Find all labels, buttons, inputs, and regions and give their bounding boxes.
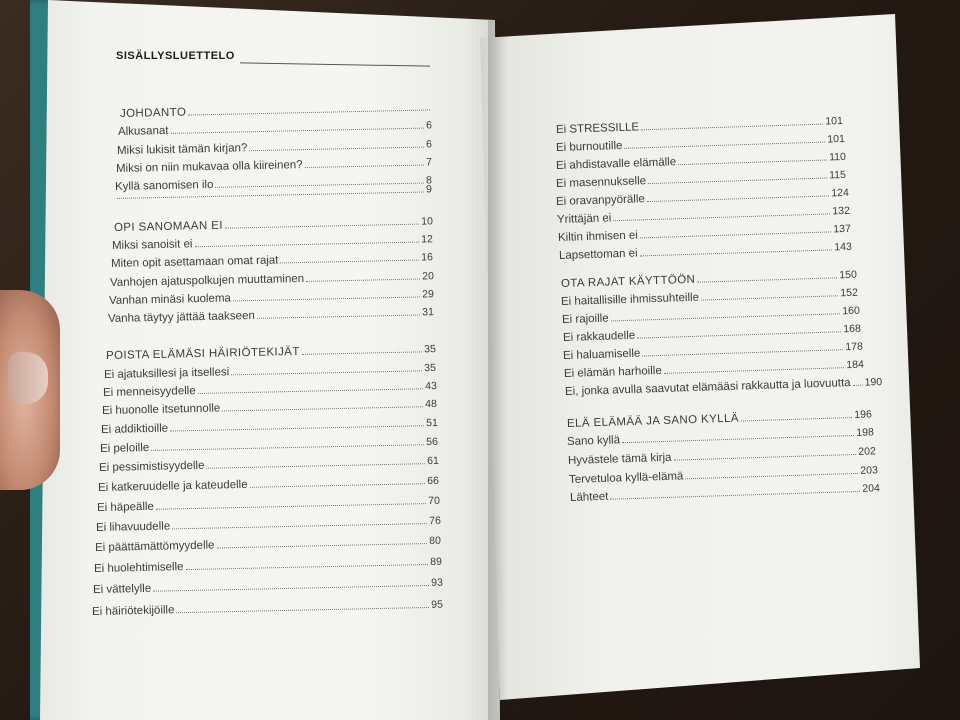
toc-entry-title: Ei huonolle itsetunnolle	[101, 402, 221, 417]
dot-leader	[697, 277, 837, 282]
toc-entry-title: Ei huolehtimiselle	[93, 561, 184, 575]
toc-entry-title: Miksi on niin mukavaa olla kiireinen?	[115, 159, 303, 175]
toc-page-number: 35	[424, 343, 437, 356]
toc-page-number: 137	[833, 222, 852, 236]
toc-entry-title: Kiltin ihmisen ei	[557, 229, 639, 244]
toc-page-number: 16	[421, 251, 434, 264]
toc-entry-title: Ei rakkaudelle	[562, 329, 636, 344]
dot-leader	[306, 279, 420, 282]
toc-page-number: 184	[846, 358, 865, 372]
toc-entry-title: Ei vättelylle	[92, 582, 152, 596]
toc-entry-title: Ei addiktioille	[100, 422, 169, 436]
dot-leader	[701, 295, 838, 300]
toc-entry-title: Ei pessimistisyydelle	[98, 459, 205, 474]
toc-page-number: 80	[429, 534, 442, 547]
dot-leader	[222, 406, 423, 411]
toc-page-number: 10	[421, 215, 434, 228]
dot-leader	[250, 483, 426, 488]
toc-page-number: 93	[431, 576, 444, 589]
toc-entry-title: Ei lihavuudelle	[95, 520, 171, 534]
toc-page-number: 168	[843, 322, 862, 336]
toc-page-number: 12	[421, 233, 434, 246]
toc-entry-title: Ei elämän harhoille	[563, 364, 662, 380]
toc-page-number: 20	[422, 270, 435, 283]
toc-entry-title: Ei burnoutille	[555, 139, 623, 154]
toc-page-number: 29	[422, 288, 435, 301]
toc-entry-title: Ei haluamiselle	[562, 347, 641, 362]
toc-entry-title: Ei peloille	[99, 441, 150, 455]
toc-entry-title: Miten opit asettamaan omat rajat	[110, 254, 279, 270]
toc-entry-title: Ei STRESSILLE	[555, 121, 640, 136]
toc-entry-title: Miksi sanoisit ei	[111, 238, 193, 252]
toc-page-number: 56	[426, 435, 439, 449]
toc-page-number: 95	[431, 598, 444, 611]
toc-entry-title: Sano kyllä	[566, 434, 621, 448]
toc-page-number: 76	[429, 514, 442, 528]
toc-page-number: 9	[425, 183, 433, 196]
toc-page-number: 48	[425, 397, 438, 411]
toc-entry-title: Tervetuloa kyllä-elämä	[568, 470, 684, 486]
toc-entry-title: Ei ahdistavalle elämälle	[555, 156, 677, 172]
toc-entry-title: Ei häpeälle	[96, 500, 155, 514]
toc-entry-title: Lähteet	[569, 490, 609, 504]
dot-leader	[853, 385, 863, 386]
dot-leader	[280, 260, 419, 264]
dot-leader	[249, 147, 424, 152]
toc-page-number: 101	[827, 132, 846, 146]
toc-page-number: 178	[845, 340, 864, 354]
dot-leader	[231, 370, 422, 375]
toc-page-number: 150	[839, 268, 858, 282]
toc-entry-title: Ei menneisyydelle	[102, 385, 196, 399]
toc-page-number: 61	[427, 454, 440, 468]
toc-page-number: 35	[424, 362, 437, 375]
toc-page-number: 143	[834, 240, 853, 254]
toc-entry-title: Hyvästele tämä kirja	[567, 451, 672, 467]
toc-entry-title: Ei katkeruudelle ja kateudelle	[97, 478, 248, 494]
toc-entry-title: Ei päättämättömyydelle	[94, 539, 215, 554]
toc-entry-title: Miksi lukisit tämän kirjan?	[116, 142, 248, 157]
toc-page-number: 43	[425, 380, 438, 393]
dot-leader	[302, 351, 423, 355]
thumbnail-nail	[8, 352, 48, 404]
book-gutter-shadow	[488, 20, 508, 720]
toc-page-number: 204	[862, 482, 881, 495]
toc-entry-title: Alkusanat	[117, 124, 169, 138]
toc-page-number: 160	[842, 304, 861, 318]
toc-page-number: 203	[860, 464, 879, 477]
toc-page-number: 66	[427, 474, 440, 488]
toc-entry-title: Yrittäjän ei	[556, 212, 612, 226]
toc-page-number: 6	[425, 138, 433, 151]
dot-leader	[217, 543, 428, 548]
toc-entry-title: Vanhan minäsi kuolema	[108, 292, 231, 307]
toc-page-number: 70	[428, 494, 441, 508]
toc-page-number: 101	[825, 114, 844, 128]
toc-page-number: 190	[864, 376, 883, 389]
toc-entry-title: Ei oravanpyörälle	[555, 193, 646, 208]
dot-leader	[225, 224, 419, 229]
toc-heading: SISÄLLYSLUETTELO	[116, 50, 235, 62]
toc-entry-title: JOHDANTO	[119, 106, 187, 120]
toc-entry-title: Lapsettoman ei	[558, 247, 638, 262]
toc-entry-title: ELÄ ELÄMÄÄ JA SANO KYLLÄ	[566, 412, 740, 430]
dot-leader	[257, 314, 420, 318]
toc-page-number: 115	[828, 168, 847, 182]
toc-entry-title: Kyllä sanomisen ilo	[114, 178, 214, 193]
dot-leader	[305, 165, 424, 169]
toc-page-number: 51	[426, 416, 439, 430]
toc-entry-title: OPI SANOMAAN EI	[113, 219, 223, 234]
toc-page-number: 110	[828, 150, 847, 164]
dot-leader	[233, 296, 420, 301]
toc-entry-title: Ei masennukselle	[555, 175, 647, 190]
toc-entry-title: POISTA ELÄMÄSI HÄIRIÖTEKIJÄT	[105, 345, 300, 362]
toc-page-number: 8	[425, 174, 433, 187]
dot-leader	[741, 417, 852, 422]
toc-page-number: 132	[832, 204, 851, 218]
toc-page-number: 196	[854, 408, 873, 421]
toc-entry-title: Ei rajoille	[561, 312, 609, 326]
toc-page-number: 124	[831, 186, 850, 200]
toc-entry-title: Vanha täytyy jättää taakseen	[107, 309, 255, 325]
toc-entry-title: Ei, jonka avulla saavutat elämääsi rakkautta ja luovuutta	[564, 377, 851, 398]
toc-entry-title: OTA RAJAT KÄYTTÖÖN	[560, 273, 696, 290]
toc-page-number: 198	[856, 426, 875, 439]
toc-page-number: 6	[425, 119, 433, 132]
toc-entry-title: Ei ajatuksillesi ja itsellesi	[103, 366, 230, 381]
toc-page-number: 89	[430, 555, 443, 568]
toc-entry-title: Ei haitallisille ihmissuhteille	[560, 291, 700, 308]
toc-page-number: 31	[422, 306, 435, 319]
toc-entry-title: Ei häiriötekijöille	[91, 604, 175, 618]
toc-page-number: 202	[858, 445, 877, 458]
toc-page-number: 7	[425, 156, 433, 169]
toc-entry-title: Vanhojen ajatuspolkujen muuttaminen	[109, 272, 305, 289]
toc-page-number: 152	[840, 286, 859, 300]
